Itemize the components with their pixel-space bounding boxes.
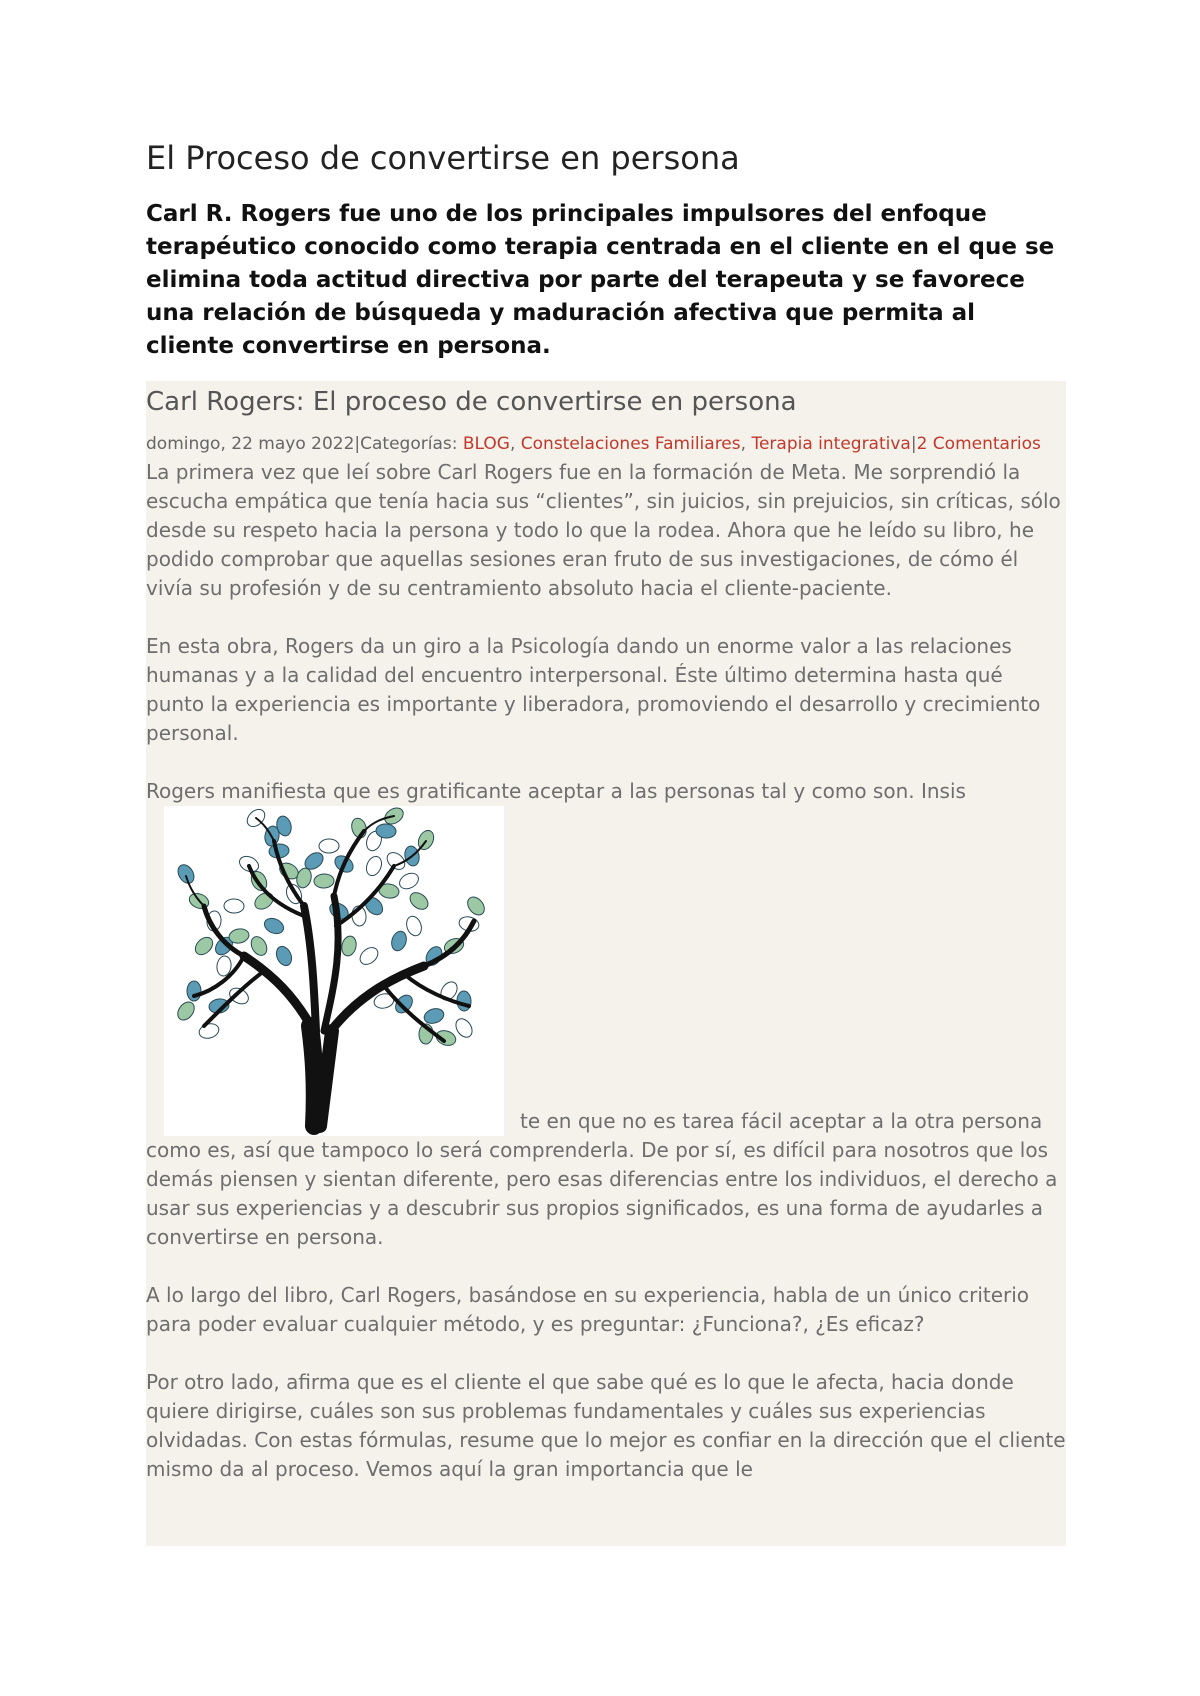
blog-post <box>146 381 1066 1546</box>
tree-leaf <box>404 914 424 937</box>
tree-leaf <box>340 935 358 958</box>
post-title[interactable]: Carl Rogers: El proceso de convertirse en persona <box>146 387 797 417</box>
tree-leaf <box>197 1022 220 1041</box>
tree-leaf <box>252 890 276 913</box>
tree-leaf <box>453 1016 476 1040</box>
comments-link[interactable]: 2 Comentarios <box>916 434 1041 454</box>
tree-leaf <box>407 889 431 912</box>
document-page <box>146 138 1066 1546</box>
tree-leaf <box>274 944 295 968</box>
post-meta <box>146 431 1066 458</box>
category-link-blog[interactable]: BLOG <box>462 434 510 454</box>
tree-leaf <box>422 1006 445 1025</box>
spacer <box>146 1252 1066 1281</box>
tree-image <box>164 806 504 1136</box>
post-paragraph: En esta obra, Rogers da un giro a la Psicología dando un enorme valor a las relaciones humanas y a la calidad del encuentro interpersonal. Éste último determina hasta qué punto la experiencia es importante y liberadora, promoviendo el desarrollo y crecimiento personal. <box>146 634 1041 745</box>
tree-leaf <box>364 854 385 878</box>
tree-leaf <box>314 873 335 888</box>
post-paragraph-with-image <box>146 777 1066 1252</box>
post-body <box>146 458 1066 1484</box>
tree-leaf <box>175 862 197 886</box>
post-paragraph: A lo largo del libro, Carl Rogers, basándose en su experiencia, habla de un único criterio para poder evaluar cualquier método, y es preguntar: ¿Funciona?, ¿Es eficaz? <box>146 1283 1030 1336</box>
tree-leaf <box>457 991 472 1011</box>
tree-leaf <box>319 839 339 853</box>
tree-leaf <box>174 999 197 1023</box>
post-paragraph: La primera vez que leí sobre Carl Rogers fue en la formación de Meta. Me sorprendió la escucha empática que tenía hacia sus “clientes”, sin juicios, sin prejuicios, sin críticas, sólo desde su respeto hacia la persona y todo lo que la rodea. Ahora que he leído su libro, he podido comprobar que aquellas sesiones eran fruto de sus investigaciones, de cómo él vivía su profesión y de su centramiento absoluto hacia el cliente-paciente. <box>146 460 1061 600</box>
tree-leaf <box>397 870 421 892</box>
tree-leaf <box>464 894 487 918</box>
tree-leaf <box>227 985 251 1007</box>
tree-leaf <box>248 934 270 958</box>
tree-leaf <box>187 981 201 1001</box>
document-intro: Carl R. Rogers fue uno de los principales impulsores del enfoque terapéutico conocido como terapia centrada en el cliente en el que se elimina toda actitud directiva por parte del terapeuta y se favorece una relación de búsqueda y maduración afectiva que permita al cliente convertirse en persona. <box>146 201 1055 359</box>
category-link-terapia[interactable]: Terapia integrativa <box>751 434 911 454</box>
tree-leaf <box>224 899 244 914</box>
document-title: El Proceso de convertirse en persona <box>146 139 740 177</box>
category-separator: , <box>740 434 752 454</box>
meta-separator: | <box>910 434 917 454</box>
tree-leaf <box>192 934 216 958</box>
category-link-constelaciones[interactable]: Constelaciones Familiares <box>520 434 741 454</box>
tree-leaf <box>392 992 416 1016</box>
post-paragraph: Por otro lado, afirma que es el cliente el que sabe qué es lo que le afecta, hacia donde quiere dirigirse, cuáles son sus problemas fundamentales y cuáles sus experiencias olvidadas. Con estas fórmulas, resume que lo mejor es confiar en la dirección que el cliente mismo da al proceso. Vemos aquí la gran importancia que le <box>146 1370 1066 1481</box>
categories-label: Categorías: <box>360 434 463 454</box>
tree-leaf <box>389 929 408 952</box>
tree-leaf <box>357 944 381 968</box>
meta-separator: | <box>354 434 361 454</box>
tree-illustration-icon <box>164 806 504 1136</box>
tree-leaf <box>262 916 286 937</box>
paragraph-continuation: te en que no es tarea fácil aceptar a la otra persona como es, así que tampoco lo será comprenderla. De por sí, es difícil para nosotros que los demás piensen y sientan diferente, pero esas diferencias entre los individuos, el derecho a usar sus experiencias y a descubrir sus propios significados, es una forma de ayudarles a convertirse en persona. <box>146 1109 1058 1249</box>
post-date: domingo, 22 mayo 2022 <box>146 434 355 454</box>
paragraph-start: Rogers manifiesta que es gratificante aceptar a las personas tal y como son. Insis <box>146 779 966 803</box>
category-separator: , <box>509 434 521 454</box>
